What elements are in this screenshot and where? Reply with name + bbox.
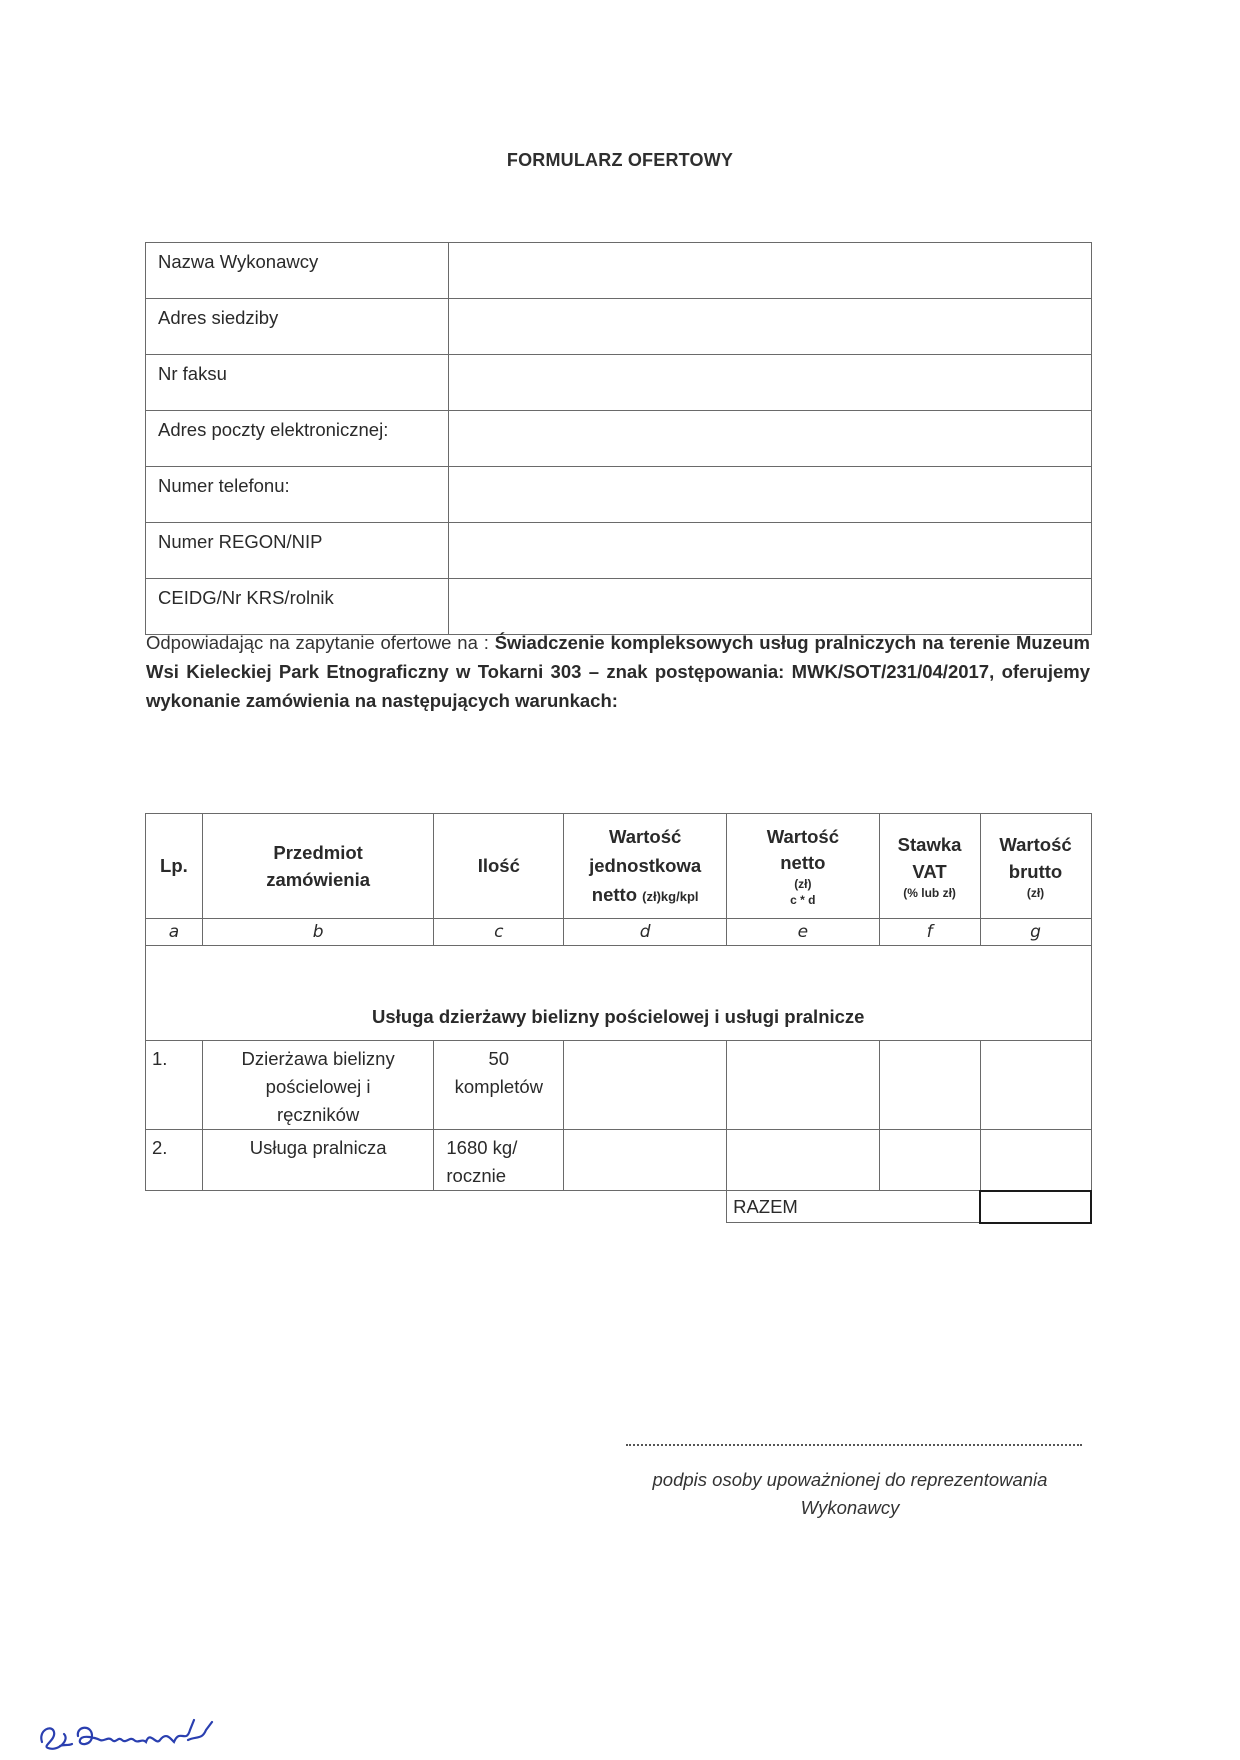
contractor-field-label: Numer REGON/NIP <box>146 523 449 579</box>
row-lp: 2. <box>146 1130 203 1191</box>
column-letter: g <box>980 919 1091 946</box>
header-qty: Ilość <box>434 814 564 919</box>
table-row <box>146 1130 1092 1191</box>
row-subject: Usługa pralnicza <box>202 1130 434 1191</box>
contractor-field-value[interactable] <box>449 411 1092 467</box>
row-qty: 1680 kg/ rocznie <box>434 1130 564 1191</box>
row-vat[interactable] <box>879 1041 980 1130</box>
row-qty: 50 kompletów <box>434 1041 564 1130</box>
section-row <box>146 946 1092 1041</box>
contractor-field-value[interactable] <box>449 523 1092 579</box>
row-net-value[interactable] <box>727 1041 880 1130</box>
contractor-field-label: Nazwa Wykonawcy <box>146 243 449 299</box>
column-letter: b <box>202 919 434 946</box>
column-letter: c <box>434 919 564 946</box>
contractor-field-value[interactable] <box>449 355 1092 411</box>
row-vat[interactable] <box>879 1130 980 1191</box>
contractor-row <box>146 523 1092 579</box>
signature-caption: podpis osoby upoważnionej do reprezentowania Wykonawcy <box>652 1469 1048 1518</box>
document-title: FORMULARZ OFERTOWY <box>506 150 734 170</box>
offer-table-header <box>146 814 1092 919</box>
intro-prefix: Odpowiadając na zapytanie ofertowe na : <box>146 632 495 653</box>
header-vat: Stawka VAT (% lub zł) <box>879 814 980 919</box>
handwritten-signature <box>30 1700 250 1760</box>
contractor-field-label: Adres siedziby <box>146 299 449 355</box>
contractor-field-value[interactable] <box>449 579 1092 635</box>
intro-subject: Świadczenie kompleksowych usług pralniczych na terenie Muzeum Wsi Kieleckiej Park Etnograficzny w Tokarni 303 – znak postępowania: MWK/SOT/231/04/2017, oferujemy wykonanie zamówienia na następujących warunkach: <box>146 632 1090 711</box>
column-letters-row <box>146 919 1092 946</box>
total-row <box>146 1191 1092 1223</box>
contractor-field-label: Adres poczty elektronicznej: <box>146 411 449 467</box>
contractor-field-label: Numer telefonu: <box>146 467 449 523</box>
contractor-field-value[interactable] <box>449 467 1092 523</box>
offer-table <box>145 813 1092 1224</box>
contractor-field-value[interactable] <box>449 243 1092 299</box>
row-gross[interactable] <box>980 1041 1091 1130</box>
row-gross[interactable] <box>980 1130 1091 1191</box>
contractor-field-value[interactable] <box>449 299 1092 355</box>
signature-dotted-line <box>626 1444 1082 1446</box>
contractor-field-label: CEIDG/Nr KRS/rolnik <box>146 579 449 635</box>
header-subject: Przedmiot zamówienia <box>202 814 434 919</box>
contractor-field-label: Nr faksu <box>146 355 449 411</box>
contractor-row <box>146 299 1092 355</box>
row-net-value[interactable] <box>727 1130 880 1191</box>
row-subject: Dzierżawa bielizny pościelowej i ręczników <box>202 1041 434 1130</box>
header-unit-value: Wartość jednostkowa netto (zł)kg/kpl <box>564 814 727 919</box>
contractor-row <box>146 355 1092 411</box>
section-title: Usługa dzierżawy bielizny pościelowej i usługi pralnicze <box>146 946 1092 1041</box>
row-unit-value[interactable] <box>564 1041 727 1130</box>
contractor-row <box>146 467 1092 523</box>
contractor-info-table <box>145 242 1092 635</box>
row-lp: 1. <box>146 1041 203 1130</box>
total-label: RAZEM <box>727 1191 980 1223</box>
table-row <box>146 1041 1092 1130</box>
total-value[interactable] <box>980 1191 1091 1223</box>
header-gross: Wartość brutto (zł) <box>980 814 1091 919</box>
contractor-row <box>146 579 1092 635</box>
header-net-value: Wartość netto (zł) c * d <box>727 814 880 919</box>
column-letter: e <box>727 919 880 946</box>
column-letter: a <box>146 919 203 946</box>
column-letter: f <box>879 919 980 946</box>
header-lp: Lp. <box>146 814 203 919</box>
row-unit-value[interactable] <box>564 1130 727 1191</box>
contractor-row <box>146 243 1092 299</box>
intro-paragraph <box>146 628 1090 715</box>
contractor-row <box>146 411 1092 467</box>
column-letter: d <box>564 919 727 946</box>
